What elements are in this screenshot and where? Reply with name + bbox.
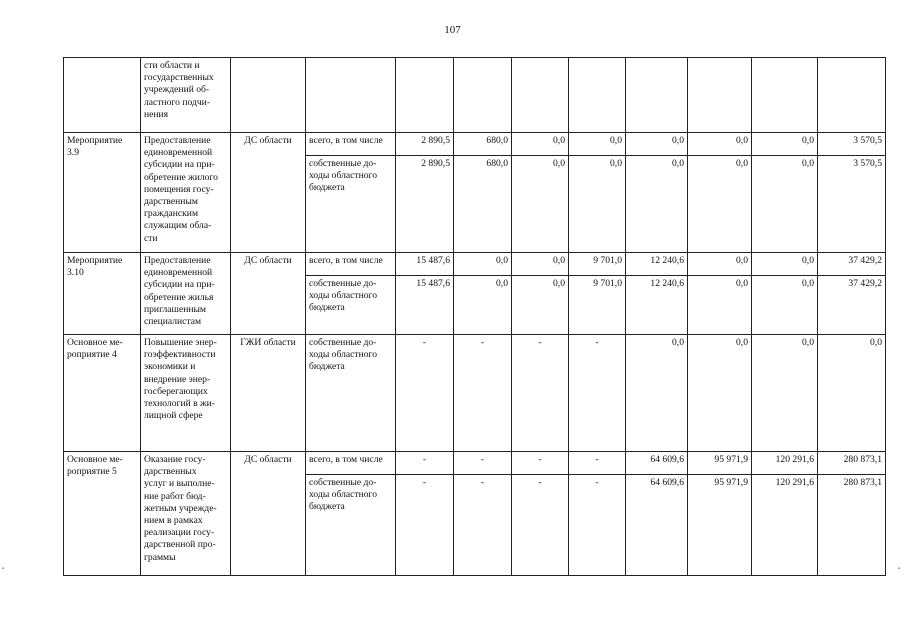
text-line: Мероприятие — [67, 135, 123, 146]
text-line: бюджета — [309, 501, 345, 513]
text-line: сти области и — [144, 60, 200, 71]
value-cell: - — [454, 335, 512, 452]
value-cell — [752, 58, 818, 133]
scan-margin-mark-left: ▪ — [2, 566, 5, 572]
text-line: ходы областного — [309, 349, 378, 361]
text-line: Основное ме- — [67, 454, 123, 465]
text-line: собственные до- — [309, 477, 377, 488]
text-line: технологий в жи- — [144, 398, 215, 410]
value-cell: - — [454, 475, 512, 576]
value-cell: 0,0 — [626, 156, 688, 253]
value-cell: 64 609,6 — [626, 475, 688, 576]
value-cell: 9 701,0 — [569, 253, 626, 276]
value-cell: - — [569, 335, 626, 452]
value-cell: - — [569, 452, 626, 475]
value-cell: 0,0 — [512, 253, 569, 276]
table-row — [64, 335, 886, 452]
text-line: нием в рамках — [144, 515, 203, 527]
activity-code-cell — [64, 253, 141, 335]
value-cell: - — [569, 475, 626, 576]
value-cell: 3 570,5 — [818, 133, 886, 156]
value-cell: 0,0 — [569, 156, 626, 253]
value-cell: 0,0 — [512, 156, 569, 253]
responsible-cell: ДС области — [231, 452, 306, 576]
value-cell: 0,0 — [688, 335, 752, 452]
text-line: жетным учрежде- — [144, 502, 217, 514]
value-cell: 15 487,6 — [396, 253, 454, 276]
value-cell: 280 873,1 — [818, 452, 886, 475]
activity-name-cell — [141, 58, 231, 133]
text-line: Предоставление — [144, 135, 211, 146]
value-cell: - — [454, 452, 512, 475]
value-cell: 0,0 — [752, 335, 818, 452]
value-cell: 0,0 — [688, 253, 752, 276]
activity-name-cell — [141, 253, 231, 335]
value-cell: 9 701,0 — [569, 276, 626, 335]
value-cell: 95 971,9 — [688, 475, 752, 576]
value-cell: 12 240,6 — [626, 276, 688, 335]
text-line: бюджета — [309, 182, 345, 194]
value-cell: - — [396, 475, 454, 576]
text-line: единовременной — [144, 267, 213, 279]
text-line: дарственной про- — [144, 539, 216, 551]
value-cell: 120 291,6 — [752, 475, 818, 576]
text-line: граммы — [144, 551, 176, 563]
value-cell: 37 429,2 — [818, 276, 886, 335]
code-cell — [64, 58, 141, 133]
value-cell: 95 971,9 — [688, 452, 752, 475]
value-cell: 680,0 — [454, 156, 512, 253]
text-line: собственные до- — [309, 158, 377, 169]
funding-source-cell — [306, 133, 396, 156]
value-cell: 680,0 — [454, 133, 512, 156]
text-line: всего, в том числе — [309, 135, 383, 146]
text-line: ходы областного — [309, 290, 378, 302]
text-line: гражданским — [144, 208, 199, 220]
value-cell: 0,0 — [752, 133, 818, 156]
value-cell: 0,0 — [512, 133, 569, 156]
text-line: собственные до- — [309, 337, 377, 348]
text-line: гоэффективности — [144, 349, 216, 361]
text-line: роприятие 4 — [67, 349, 117, 361]
text-line: помещения госу- — [144, 183, 214, 195]
value-cell: 0,0 — [818, 335, 886, 452]
text-line: Предоставление — [144, 255, 211, 266]
text-line: всего, в том числе — [309, 255, 383, 266]
activity-name-cell — [141, 335, 231, 452]
text-line: приглашенным — [144, 303, 206, 315]
value-cell — [818, 58, 886, 133]
text-line: ходы областного — [309, 489, 378, 501]
value-cell: 0,0 — [626, 335, 688, 452]
responsible-cell: ГЖИ области — [231, 335, 306, 452]
value-cell — [688, 58, 752, 133]
text-line: государственных — [144, 72, 214, 84]
text-line: 3.10 — [67, 267, 84, 279]
value-cell — [454, 58, 512, 133]
value-cell: 0,0 — [454, 253, 512, 276]
text-line: ние работ бюд- — [144, 490, 206, 502]
text-line: Мероприятие — [67, 255, 123, 266]
value-cell: 280 873,1 — [818, 475, 886, 576]
value-cell: 0,0 — [626, 133, 688, 156]
text-line: нения — [144, 108, 169, 120]
value-cell: 0,0 — [688, 276, 752, 335]
text-line: бюджета — [309, 361, 345, 373]
value-cell: 0,0 — [752, 253, 818, 276]
text-line: роприятие 5 — [67, 466, 117, 478]
text-line: дарственным — [144, 196, 198, 208]
text-line: госберегающих — [144, 385, 208, 397]
value-cell: - — [396, 335, 454, 452]
value-cell — [396, 58, 454, 133]
text-line: услуг и выполне- — [144, 478, 215, 490]
text-line: субсидии на при- — [144, 279, 215, 291]
value-cell: - — [512, 475, 569, 576]
value-cell: - — [396, 452, 454, 475]
text-line: служащим обла- — [144, 220, 212, 232]
value-cell: 0,0 — [752, 156, 818, 253]
value-cell: 3 570,5 — [818, 156, 886, 253]
funding-source-cell — [306, 452, 396, 475]
funding-source-cell — [306, 156, 396, 253]
activity-code-cell — [64, 335, 141, 452]
activity-code-cell — [64, 452, 141, 576]
activity-name-cell — [141, 452, 231, 576]
funding-source-cell — [306, 276, 396, 335]
table-row — [64, 58, 886, 133]
budget-table — [63, 57, 886, 576]
value-cell: - — [512, 335, 569, 452]
text-line: обретение жилья — [144, 291, 214, 303]
value-cell: 0,0 — [454, 276, 512, 335]
text-line: субсидии на при- — [144, 159, 215, 171]
value-cell: 0,0 — [512, 276, 569, 335]
table-row — [64, 133, 886, 156]
text-line: Оказание госу- — [144, 454, 206, 465]
text-line: всего, в том числе — [309, 454, 383, 465]
value-cell: 64 609,6 — [626, 452, 688, 475]
value-cell: 12 240,6 — [626, 253, 688, 276]
text-line: экономики и — [144, 361, 196, 373]
text-line: дарственных — [144, 466, 197, 478]
responsible-cell: ДС области — [231, 133, 306, 253]
text-line: специалистам — [144, 316, 202, 328]
text-line: сти — [144, 232, 158, 244]
table-row — [64, 452, 886, 475]
source-cell — [306, 58, 396, 133]
value-cell: 15 487,6 — [396, 276, 454, 335]
text-line: Повышение энер- — [144, 337, 217, 348]
responsible-cell: ДС области — [231, 253, 306, 335]
value-cell: - — [512, 452, 569, 475]
text-line: единовременной — [144, 147, 213, 159]
funding-source-cell — [306, 253, 396, 276]
value-cell — [512, 58, 569, 133]
activity-name-cell — [141, 133, 231, 253]
text-line: учреждений об- — [144, 84, 210, 96]
value-cell: 2 890,5 — [396, 133, 454, 156]
text-line: реализации госу- — [144, 527, 215, 539]
value-cell: 0,0 — [569, 133, 626, 156]
activity-code-cell — [64, 133, 141, 253]
text-line: собственные до- — [309, 278, 377, 289]
page-number: 107 — [444, 24, 461, 36]
table-row — [64, 253, 886, 276]
value-cell: 0,0 — [688, 156, 752, 253]
text-line: Основное ме- — [67, 337, 123, 348]
value-cell — [626, 58, 688, 133]
text-line: бюджета — [309, 302, 345, 314]
funding-source-cell — [306, 335, 396, 452]
value-cell — [569, 58, 626, 133]
value-cell: 120 291,6 — [752, 452, 818, 475]
value-cell: 2 890,5 — [396, 156, 454, 253]
responsible-cell — [231, 58, 306, 133]
text-line: ластного подчи- — [144, 96, 211, 108]
text-line: обретение жилого — [144, 171, 218, 183]
text-line: ходы областного — [309, 170, 378, 182]
value-cell: 37 429,2 — [818, 253, 886, 276]
value-cell: 0,0 — [688, 133, 752, 156]
funding-source-cell — [306, 475, 396, 576]
text-line: лищной сфере — [144, 410, 203, 422]
value-cell: 0,0 — [752, 276, 818, 335]
scan-margin-mark-right: ▪ — [898, 566, 901, 572]
text-line: 3.9 — [67, 147, 79, 159]
text-line: внедрение энер- — [144, 373, 211, 385]
